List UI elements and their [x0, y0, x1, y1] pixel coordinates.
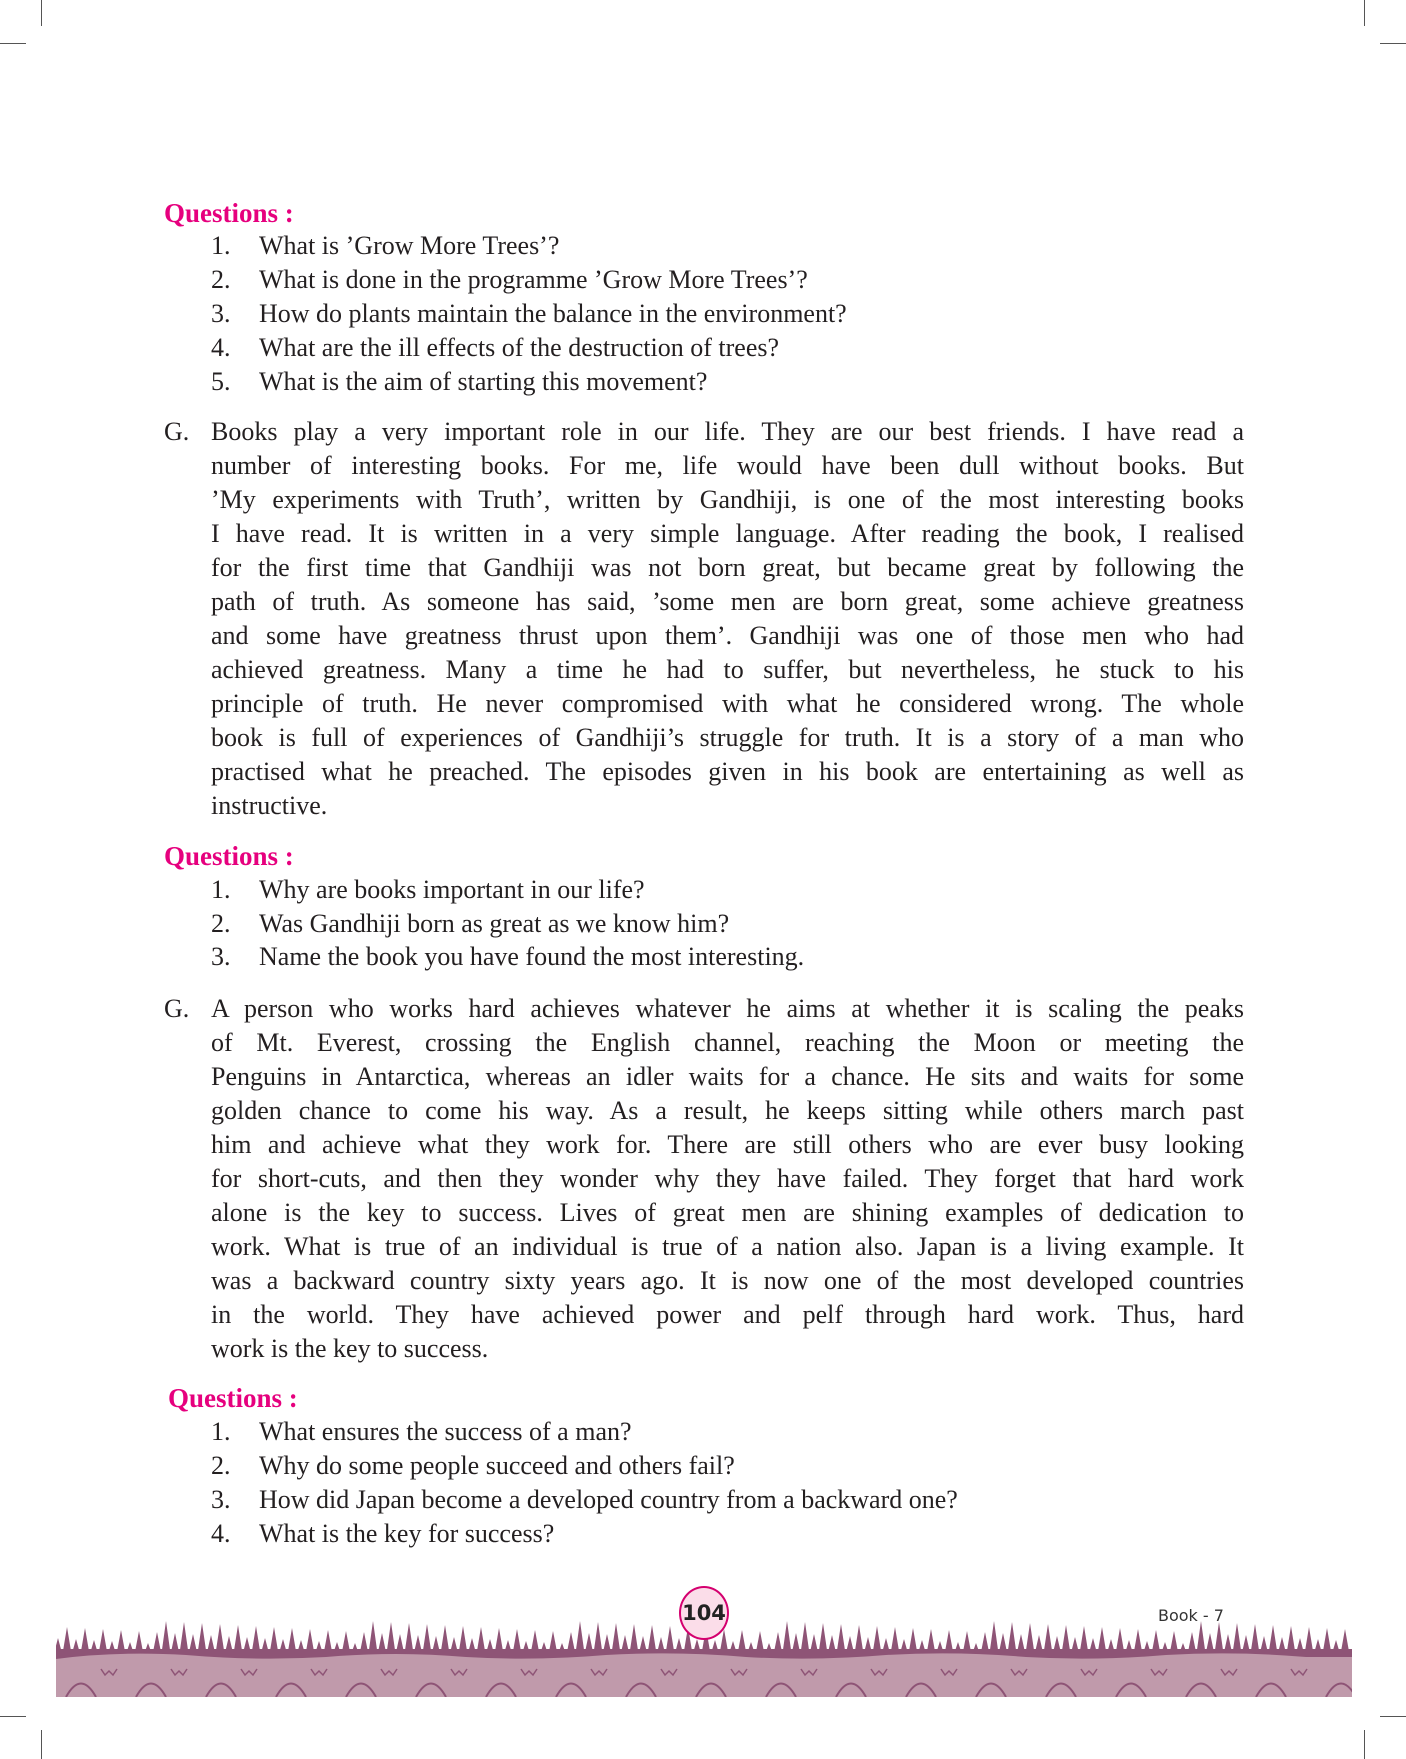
passage-label: G.: [164, 417, 190, 446]
questions-heading: Questions :: [164, 198, 294, 228]
crop-mark: [1364, 1730, 1365, 1759]
page-number: 104: [679, 1586, 729, 1640]
passage-line: for the first time that Gandhiji was not born great, but became great by following the: [211, 553, 1244, 582]
passage-line: work. What is true of an individual is true of a nation also. Japan is a living example. It: [211, 1232, 1244, 1261]
question-text: How do plants maintain the balance in the environment?: [259, 299, 847, 328]
question-number: 3.: [211, 299, 231, 328]
crop-mark: [1380, 1716, 1406, 1717]
passage-text: [211, 415, 1244, 823]
passage-line: A person who works hard achieves whatever he aims at whether it is scaling the peaks: [211, 994, 1244, 1023]
passage-line: golden chance to come his way. As a result, he keeps sitting while others march past: [211, 1096, 1244, 1125]
question-number: 4.: [211, 333, 231, 362]
passage-line: ’My experiments with Truth’, written by Gandhiji, is one of the most interesting books: [211, 485, 1244, 514]
passage-text: [211, 992, 1244, 1366]
question-text: What is done in the programme ’Grow More Trees’?: [259, 265, 808, 294]
question-number: 1.: [211, 875, 231, 904]
question-text: What are the ill effects of the destruction of trees?: [259, 333, 780, 362]
passage-line: instructive.: [211, 791, 328, 820]
passage-line: I have read. It is written in a very simple language. After reading the book, I realised: [211, 519, 1244, 548]
footer-illustration-shape: [56, 1653, 1352, 1697]
question-number: 2.: [211, 1451, 231, 1480]
passage-line: in the world. They have achieved power and pelf through hard work. Thus, hard: [211, 1300, 1244, 1329]
question-text: Why are books important in our life?: [259, 875, 645, 904]
passage-line: for short-cuts, and then they wonder why they have failed. They forget that hard work: [211, 1164, 1244, 1193]
crop-mark: [1364, 0, 1365, 26]
passage-line: alone is the key to success. Lives of great men are shining examples of dedication to: [211, 1198, 1244, 1227]
question-number: 3.: [211, 1485, 231, 1514]
question-text: What is the key for success?: [259, 1519, 555, 1548]
passage-line: Penguins in Antarctica, whereas an idler waits for a chance. He sits and waits for some: [211, 1062, 1244, 1091]
passage-line: and some have greatness thrust upon them’. Gandhiji was one of those men who had: [211, 621, 1244, 650]
passage-line: him and achieve what they work for. There are still others who are ever busy looking: [211, 1130, 1244, 1159]
question-number: 5.: [211, 367, 231, 396]
passage-line: was a backward country sixty years ago. It is now one of the most developed countries: [211, 1266, 1244, 1295]
passage-line: number of interesting books. For me, life would have been dull without books. But: [211, 451, 1244, 480]
crop-mark: [1380, 43, 1406, 44]
passage-line: of Mt. Everest, crossing the English channel, reaching the Moon or meeting the: [211, 1028, 1244, 1057]
crop-mark: [41, 1730, 42, 1759]
crop-mark: [41, 0, 42, 26]
question-text: What is the aim of starting this movement?: [259, 367, 708, 396]
passage-line: Books play a very important role in our life. They are our best friends. I have read a: [211, 417, 1244, 446]
questions-heading: Questions :: [168, 1383, 298, 1413]
question-text: Why do some people succeed and others fail?: [259, 1451, 735, 1480]
question-text: Name the book you have found the most interesting.: [259, 942, 805, 971]
question-text: What ensures the success of a man?: [259, 1417, 632, 1446]
questions-heading: Questions :: [164, 841, 294, 871]
book-label: Book - 7: [1158, 1606, 1224, 1625]
question-text: How did Japan become a developed country from a backward one?: [259, 1485, 958, 1514]
passage-line: principle of truth. He never compromised with what he considered wrong. The whole: [211, 689, 1244, 718]
crop-mark: [0, 1716, 26, 1717]
question-text: What is ’Grow More Trees’?: [259, 231, 560, 260]
question-number: 4.: [211, 1519, 231, 1548]
question-number: 3.: [211, 942, 231, 971]
passage-line: book is full of experiences of Gandhiji’s struggle for truth. It is a story of a man who: [211, 723, 1244, 752]
passage-line: achieved greatness. Many a time he had to suffer, but nevertheless, he stuck to his: [211, 655, 1244, 684]
question-number: 2.: [211, 909, 231, 938]
passage-line: practised what he preached. The episodes given in his book are entertaining as well as: [211, 757, 1244, 786]
question-number: 1.: [211, 231, 231, 260]
passage-line: path of truth. As someone has said, ’some men are born great, some achieve greatness: [211, 587, 1244, 616]
passage-label: G.: [164, 994, 190, 1023]
passage-line: work is the key to success.: [211, 1334, 489, 1363]
question-text: Was Gandhiji born as great as we know him?: [259, 909, 730, 938]
question-number: 2.: [211, 265, 231, 294]
question-number: 1.: [211, 1417, 231, 1446]
crop-mark: [0, 43, 26, 44]
